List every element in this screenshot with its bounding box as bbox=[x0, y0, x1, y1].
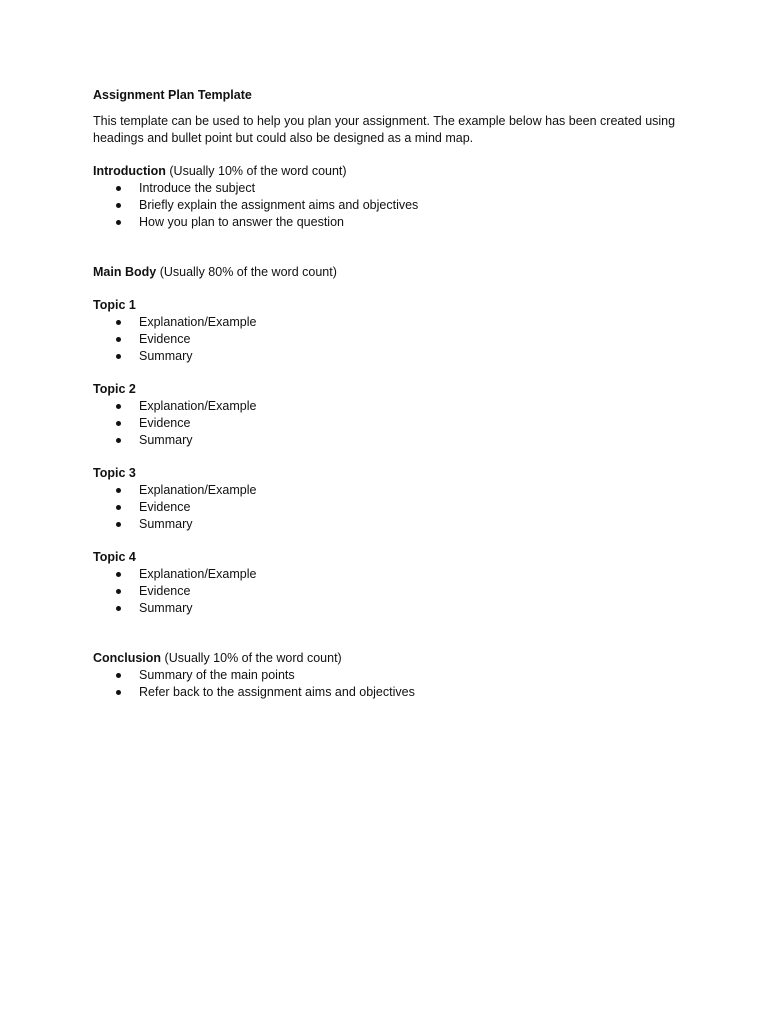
list-item bbox=[93, 667, 683, 684]
bullet-icon bbox=[116, 186, 121, 191]
list-item-text: Explanation/Example bbox=[139, 483, 257, 497]
list-item-text: Evidence bbox=[139, 500, 191, 514]
bullet-icon bbox=[116, 337, 121, 342]
topic-1-heading: Topic 1 bbox=[93, 298, 136, 312]
list-item-text: Explanation/Example bbox=[139, 315, 257, 329]
list-item bbox=[93, 348, 683, 365]
list-item bbox=[93, 684, 683, 701]
main-body-heading bbox=[93, 264, 683, 281]
list-item bbox=[93, 214, 683, 231]
list-item-text: Introduce the subject bbox=[139, 181, 256, 195]
introduction-bullet-list bbox=[93, 180, 683, 231]
conclusion-heading bbox=[93, 650, 683, 667]
list-item bbox=[93, 516, 683, 533]
list-item bbox=[93, 415, 683, 432]
description-paragraph: This template can be used to help you plan your assignment. The example below has been created using headings and bullet point but could also be designed as a mind map. bbox=[93, 114, 676, 145]
bullet-icon bbox=[116, 320, 121, 325]
list-item-text: Summary bbox=[139, 433, 193, 447]
list-item bbox=[93, 331, 683, 348]
topic-3-heading: Topic 3 bbox=[93, 466, 136, 480]
list-item-text: How you plan to answer the question bbox=[139, 215, 344, 229]
list-item-text: Evidence bbox=[139, 416, 191, 430]
list-item-text: Briefly explain the assignment aims and objectives bbox=[139, 198, 419, 212]
list-item-text: Summary bbox=[139, 517, 193, 531]
list-item bbox=[93, 482, 683, 499]
bullet-icon bbox=[116, 606, 121, 611]
list-item-text: Explanation/Example bbox=[139, 399, 257, 413]
list-item bbox=[93, 583, 683, 600]
list-item bbox=[93, 180, 683, 197]
bullet-icon bbox=[116, 488, 121, 493]
bullet-icon bbox=[116, 589, 121, 594]
introduction-note: (Usually 10% of the word count) bbox=[169, 164, 347, 178]
bullet-icon bbox=[116, 505, 121, 510]
main-body-label: Main Body bbox=[93, 265, 157, 279]
topic-2-heading: Topic 2 bbox=[93, 382, 136, 396]
list-item bbox=[93, 197, 683, 214]
bullet-icon bbox=[116, 522, 121, 527]
topic-2-bullet-list bbox=[93, 398, 683, 449]
topic-4-heading: Topic 4 bbox=[93, 550, 136, 564]
list-item bbox=[93, 314, 683, 331]
list-item-text: Summary of the main points bbox=[139, 668, 295, 682]
bullet-icon bbox=[116, 438, 121, 443]
topic-4-bullet-list bbox=[93, 566, 683, 617]
list-item bbox=[93, 600, 683, 617]
bullet-icon bbox=[116, 203, 121, 208]
list-item bbox=[93, 398, 683, 415]
bullet-icon bbox=[116, 690, 121, 695]
list-item bbox=[93, 499, 683, 516]
topic-1-bullet-list bbox=[93, 314, 683, 365]
list-item bbox=[93, 566, 683, 583]
list-item-text: Evidence bbox=[139, 584, 191, 598]
bullet-icon bbox=[116, 572, 121, 577]
document-body bbox=[93, 87, 683, 701]
topic-3-bullet-list bbox=[93, 482, 683, 533]
main-body-note: (Usually 80% of the word count) bbox=[159, 265, 337, 279]
bullet-icon bbox=[116, 220, 121, 225]
bullet-icon bbox=[116, 404, 121, 409]
bullet-icon bbox=[116, 421, 121, 426]
document-title: Assignment Plan Template bbox=[93, 88, 252, 102]
list-item-text: Evidence bbox=[139, 332, 191, 346]
introduction-label: Introduction bbox=[93, 164, 166, 178]
bullet-icon bbox=[116, 673, 121, 678]
conclusion-note: (Usually 10% of the word count) bbox=[164, 651, 342, 665]
conclusion-label: Conclusion bbox=[93, 651, 162, 665]
list-item-text: Explanation/Example bbox=[139, 567, 257, 581]
list-item-text: Refer back to the assignment aims and objectives bbox=[139, 685, 415, 699]
list-item-text: Summary bbox=[139, 349, 193, 363]
bullet-icon bbox=[116, 354, 121, 359]
conclusion-bullet-list bbox=[93, 667, 683, 701]
list-item bbox=[93, 432, 683, 449]
introduction-heading bbox=[93, 163, 683, 180]
list-item-text: Summary bbox=[139, 601, 193, 615]
